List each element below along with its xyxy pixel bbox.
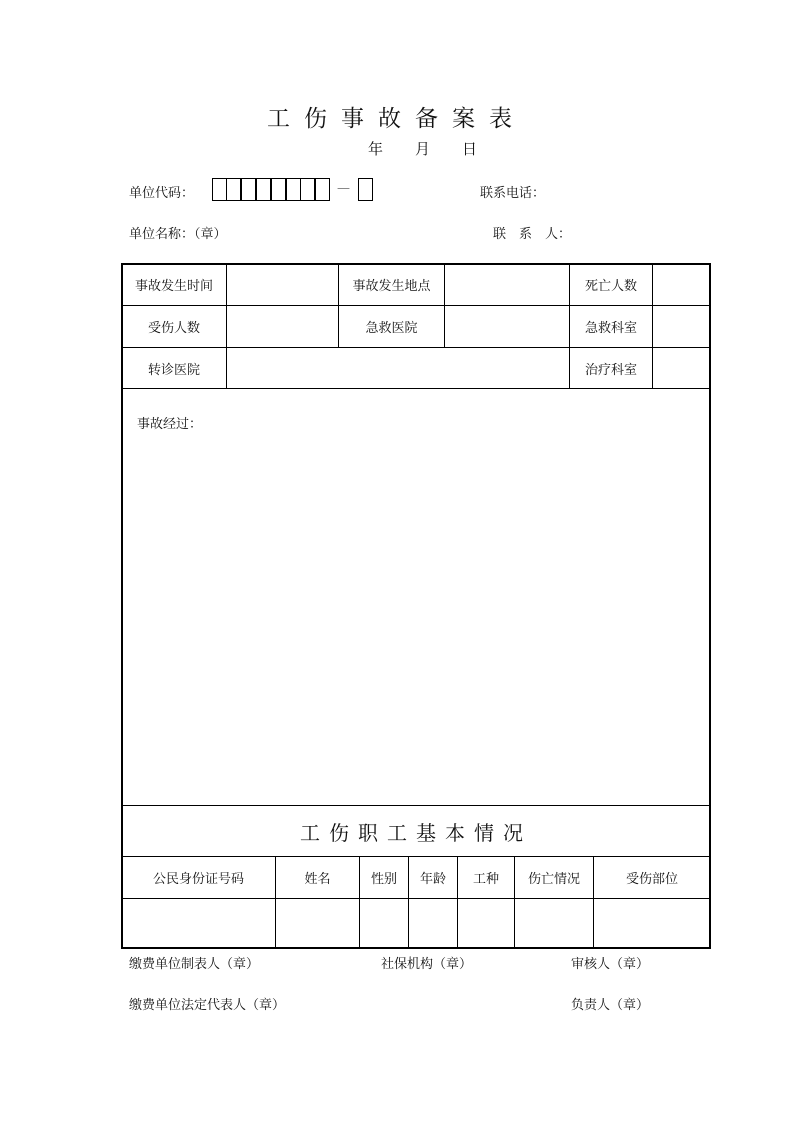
date-day: 日 bbox=[462, 140, 478, 158]
col-id: 公民身份证号码 bbox=[121, 856, 276, 899]
label-time: 事故发生时间 bbox=[121, 263, 227, 306]
col-gender: 性别 bbox=[359, 856, 409, 899]
page-title: 工伤事故备案表 bbox=[267, 106, 526, 132]
code-box[interactable] bbox=[226, 178, 241, 201]
worker-section-title: 工伤职工基本情况 bbox=[121, 805, 711, 857]
label-er-dept: 急救科室 bbox=[569, 305, 653, 348]
phone-label: 联系电话： bbox=[480, 186, 546, 201]
legal-rep-signature: 缴费单位法定代表人（章） bbox=[129, 998, 286, 1013]
manager-signature: 负责人（章） bbox=[571, 998, 650, 1013]
code-check-box[interactable] bbox=[358, 178, 373, 201]
code-box[interactable] bbox=[256, 178, 271, 201]
code-box[interactable] bbox=[212, 178, 227, 201]
col-name: 姓名 bbox=[275, 856, 360, 899]
contact-label: 联 系 人： bbox=[493, 227, 572, 242]
label-er-hospital: 急救医院 bbox=[338, 305, 445, 348]
label-deaths: 死亡人数 bbox=[569, 263, 653, 306]
table-border bbox=[121, 263, 711, 949]
agency-signature: 社保机构（章） bbox=[381, 957, 473, 972]
code-box[interactable] bbox=[271, 178, 286, 201]
preparer-signature: 缴费单位制表人（章） bbox=[129, 957, 260, 972]
code-box[interactable] bbox=[300, 178, 315, 201]
code-box[interactable] bbox=[315, 178, 330, 201]
date-month: 月 bbox=[415, 140, 431, 158]
code-dash: — bbox=[337, 181, 350, 196]
col-injury-part: 受伤部位 bbox=[593, 856, 711, 899]
unit-code-label: 单位代码： bbox=[129, 186, 195, 201]
col-job: 工种 bbox=[457, 856, 515, 899]
label-treat-dept: 治疗科室 bbox=[569, 347, 653, 389]
label-place: 事故发生地点 bbox=[338, 263, 445, 306]
label-injured: 受伤人数 bbox=[121, 305, 227, 348]
reviewer-signature: 审核人（章） bbox=[571, 957, 650, 972]
code-box[interactable] bbox=[286, 178, 301, 201]
process-label: 事故经过： bbox=[137, 417, 203, 432]
col-casualty: 伤亡情况 bbox=[514, 856, 594, 899]
date-year: 年 bbox=[368, 140, 384, 158]
unit-name-label: 单位名称：（章） bbox=[129, 227, 227, 242]
label-transfer-hospital: 转诊医院 bbox=[121, 347, 227, 389]
code-box[interactable] bbox=[241, 178, 256, 201]
col-age: 年龄 bbox=[408, 856, 458, 899]
